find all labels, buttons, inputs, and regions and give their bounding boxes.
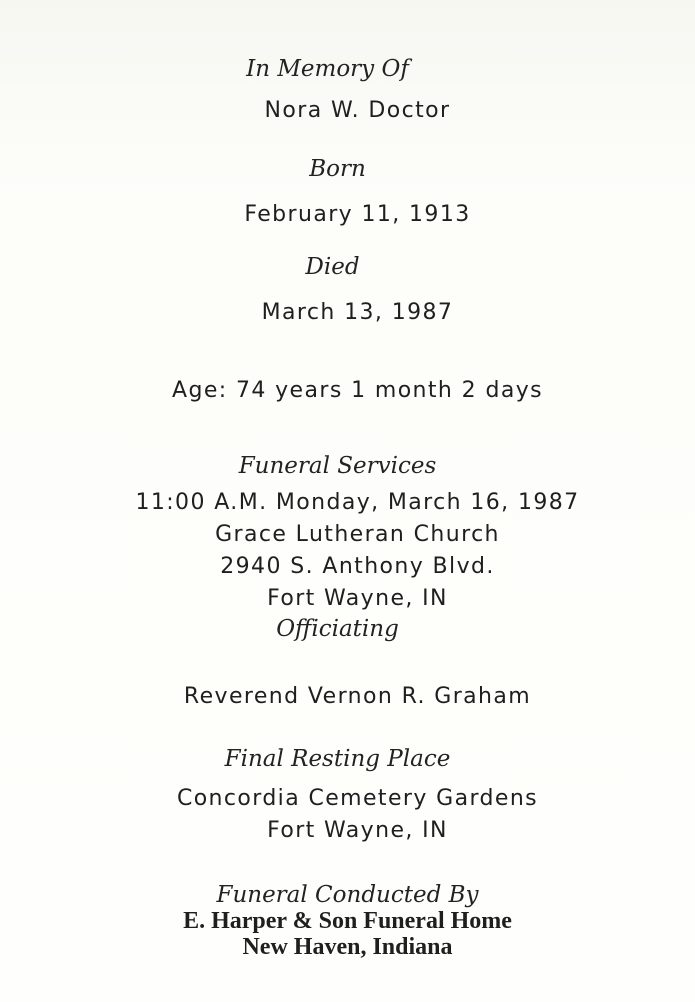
died-date: March 13, 1987 [261,300,454,325]
in-memory-heading: In Memory Of [246,56,409,82]
born-date: February 11, 1913 [244,202,471,227]
cemetery-name: Concordia Cemetery Gardens [176,786,539,811]
officiant-name: Reverend Vernon R. Graham [183,684,532,709]
age-text: Age: 74 years 1 month 2 days [172,378,543,403]
funeral-home-name: E. Harper & Son Funeral Home [183,908,512,934]
church-address: 2940 S. Anthony Blvd. [220,554,495,579]
conducted-by-label: Funeral Conducted By [216,882,479,908]
funeral-services-label: Funeral Services [238,453,437,479]
church-name: Grace Lutheran Church [215,522,500,547]
officiating-label: Officiating [276,616,399,642]
service-city: Fort Wayne, IN [267,586,448,611]
resting-place-label: Final Resting Place [224,746,451,772]
service-datetime: 11:00 A.M. Monday, March 16, 1987 [135,490,580,515]
funeral-home-location: New Haven, Indiana [242,934,453,960]
died-label: Died [305,254,360,280]
deceased-name: Nora W. Doctor [264,98,451,123]
born-label: Born [309,156,366,182]
cemetery-city: Fort Wayne, IN [267,818,448,843]
